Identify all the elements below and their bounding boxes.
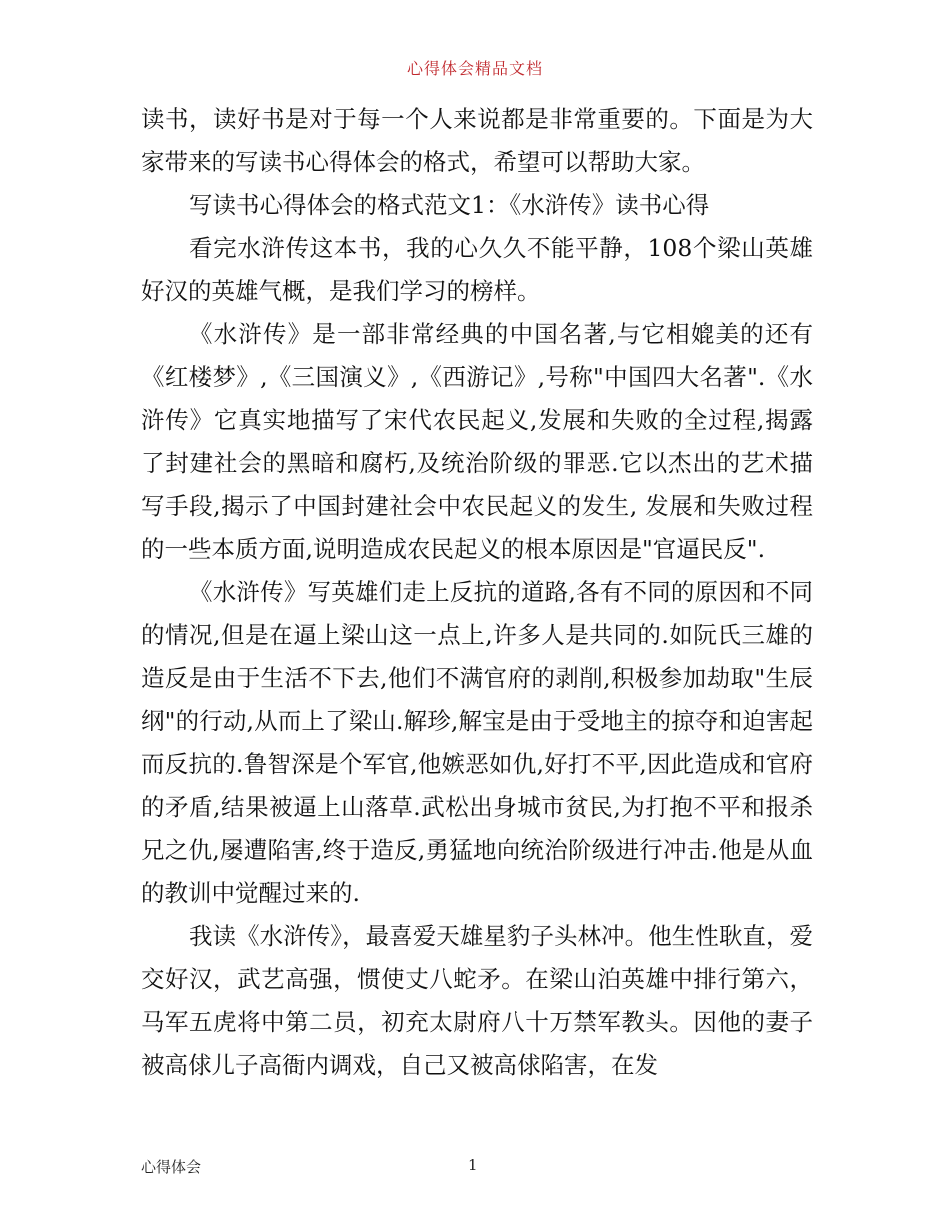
body-paragraph: 《水浒传》是一部非常经典的中国名著,与它相媲美的还有《红楼梦》,《三国演义》,《西游记》,号称"中国四大名著".《水浒传》它真实地描写了宋代农民起义,发展和失败的全过程,揭露了封建社会的黑暗和腐朽,及统治阶级的罪恶.它以杰出的艺术描写手段,揭示了中国封建社会中农民起义的发生, 发展和失败过程的一些本质方面,说明造成农民起义的根本原因是"官逼民反". [141, 320, 813, 563]
body-paragraph: 《水浒传》写英雄们走上反抗的道路,各有不同的原因和不同的情况,但是在逼上梁山这一点上,许多人是共同的.如阮氏三雄的造反是由于生活不下去,他们不满官府的剥削,积极参加劫取"生辰纲"的行动,从而上了梁山.解珍,解宝是由于受地主的掠夺和迫害起而反抗的.鲁智深是个军官,他嫉恶如仇,好打不平,因此造成和官府的矛盾,结果被逼上山落草.武松出身城市贫民,为打抱不平和报杀兄之仇,屡遭陷害,终于造反,勇猛地向统治阶级进行冲击.他是从血的教训中觉醒过来的. [141, 578, 813, 907]
section-heading: 写读书心得体会的格式范文1：《水浒传》读书心得 [189, 191, 710, 219]
document-body [141, 98, 813, 1087]
page-header-title: 心得体会精品文档 [406, 59, 543, 78]
intro-paragraph: 读书，读好书是对于每一个人来说都是非常重要的。下面是为大家带来的写读书心得体会的格式，希望可以帮助大家。 [141, 105, 813, 176]
body-paragraph: 看完水浒传这本书，我的心久久不能平静，108个梁山英雄好汉的英雄气概，是我们学习的榜样。 [141, 234, 813, 305]
footer-label: 心得体会 [141, 1158, 202, 1176]
body-paragraph: 我读《水浒传》，最喜爱天雄星豹子头林冲。他生性耿直，爱交好汉，武艺高强，惯使丈八蛇矛。在梁山泊英雄中排行第六，马军五虎将中第二员，初充太尉府八十万禁军教头。因他的妻子被高俅儿子高衙内调戏，自己又被高俅陷害，在发 [141, 922, 813, 1079]
page-number: 1 [468, 1156, 478, 1174]
